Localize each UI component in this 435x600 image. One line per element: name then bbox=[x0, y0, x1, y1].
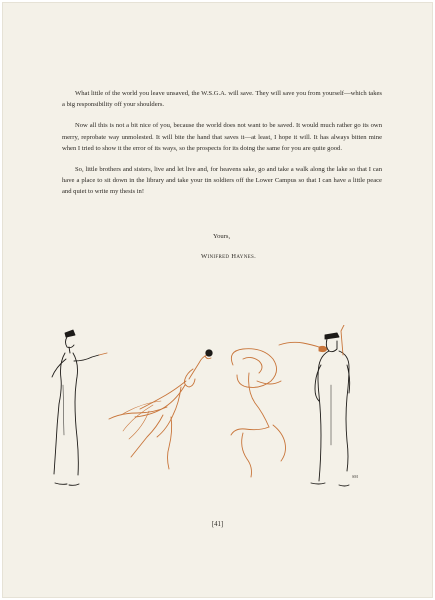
ball-held-by-dancer bbox=[205, 350, 212, 359]
standing-man-figure bbox=[311, 325, 350, 486]
signature: Winifred Haynes. bbox=[201, 253, 257, 260]
letter-body bbox=[62, 88, 382, 208]
standing-woman-figure bbox=[52, 330, 107, 485]
line-drawing-illustration bbox=[43, 325, 373, 500]
swirling-figure bbox=[231, 342, 327, 477]
page-number: [41] bbox=[211, 521, 224, 528]
paragraph-3: So, little brothers and sisters, live and let live and, for heavens sake, go and take a walk along the lake so that I can have a place to sit down in the library and take your tin soldiers off the Lower Campus so that I can have a little peace and quiet to write my thesis in! bbox=[62, 166, 382, 196]
paragraph-2: Now all this is not a bit nice of you, because the world does not want to be saved. It would much rather go its own merry, reprobate way unmolested. It will bite the hand that saves it—at least, I hope it will. It has always bitten mine when I tried to show it the error of its ways, so the prospects for its doing the same for you are quite good. bbox=[62, 122, 382, 152]
dancing-woman-figure bbox=[109, 355, 207, 469]
artist-initials: SM bbox=[352, 474, 358, 479]
paragraph-1: What little of the world you leave unsaved, the W.S.G.A. will save. They will save you from yourself—which takes a big responsibility off your shoulders. bbox=[62, 90, 382, 109]
closing-salutation: Yours, bbox=[213, 233, 231, 240]
book-page bbox=[3, 3, 432, 597]
